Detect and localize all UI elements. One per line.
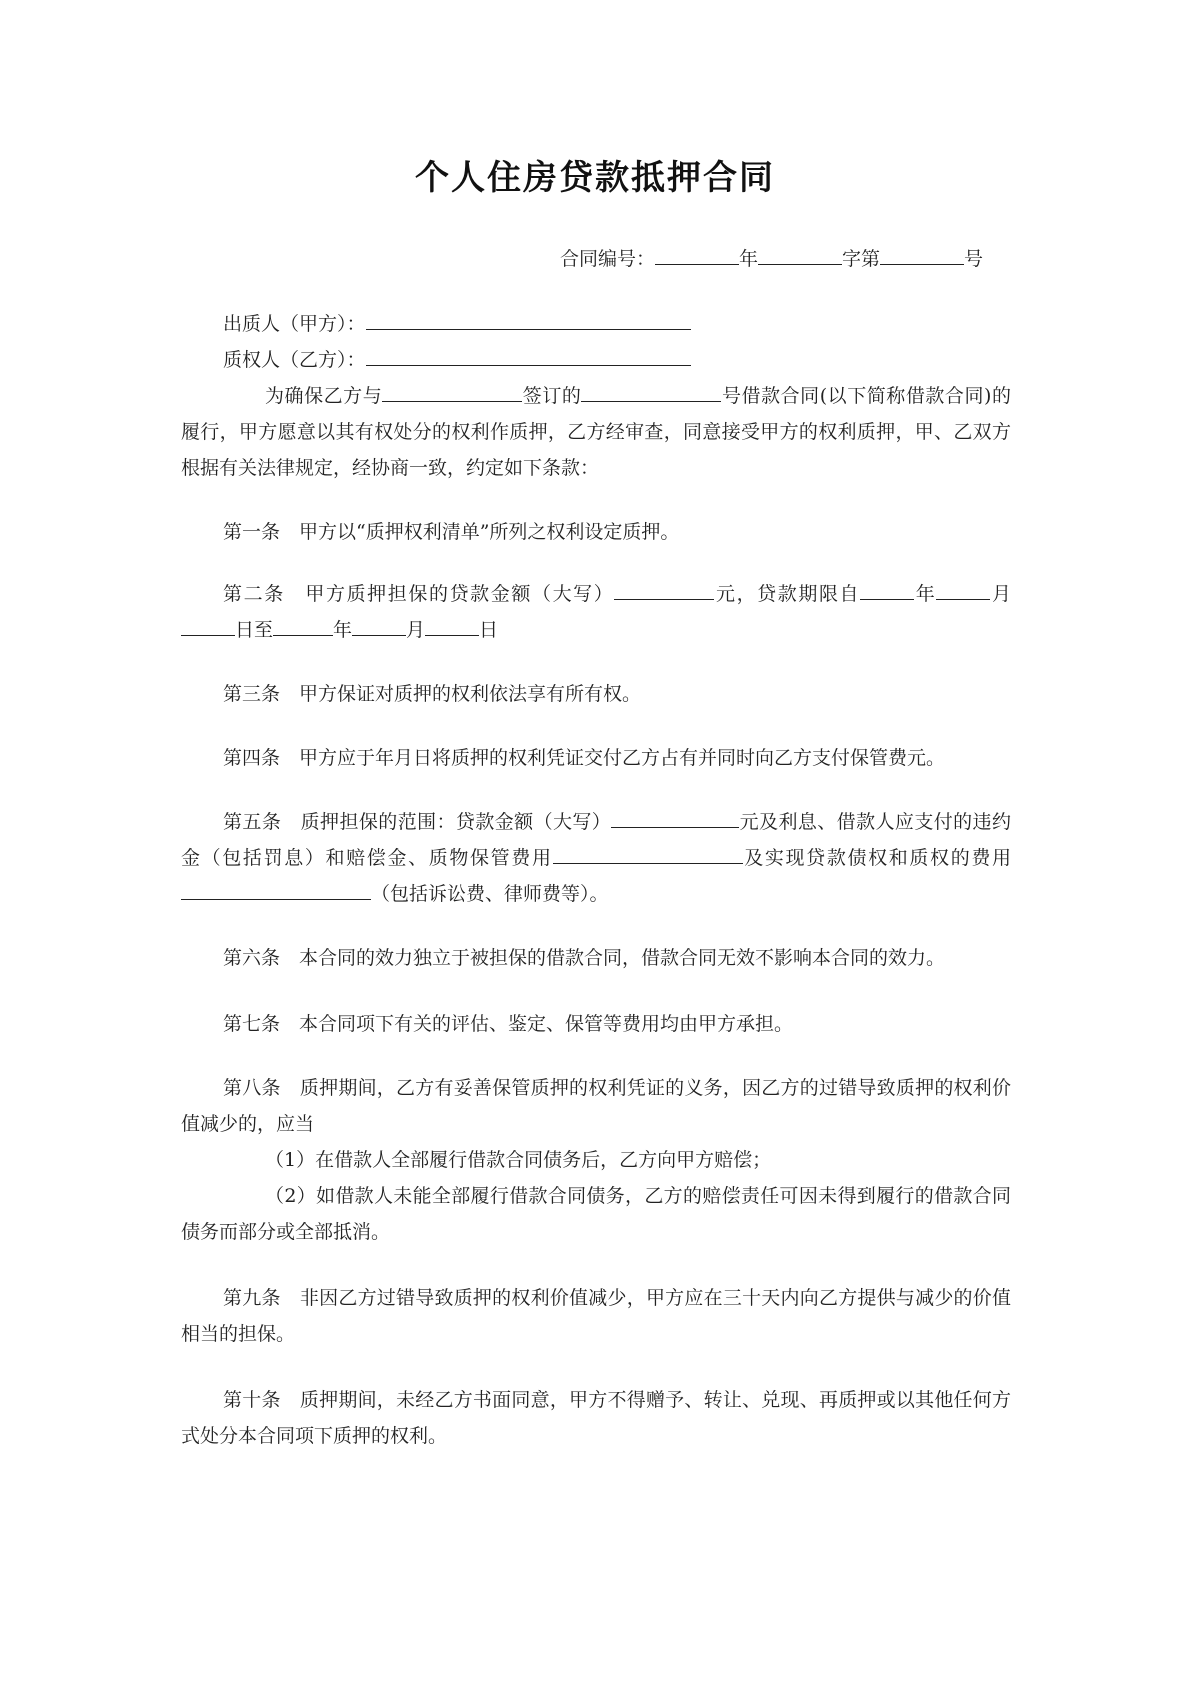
article-10: 第十条 质押期间，未经乙方书面同意，甲方不得赠予、转让、兑现、再质押或以其他任何方式处分本合同项下质押的权利。 [181,1389,1011,1447]
contract-year-label: 年 [739,248,759,270]
contract-blank-3 [880,244,964,265]
pledgee-line [223,342,691,378]
article-2-part-2: 元，贷款期限自 [714,583,861,605]
article-8-item-1: （1）在借款人全部履行借款合同债务后，乙方向甲方赔偿； [265,1149,772,1171]
preamble-part-2: 签订的 [522,385,582,407]
article-2-year: 年 [914,583,937,605]
contract-zidi-label: 字第 [842,248,881,270]
preamble-paragraph [181,378,1011,486]
article-2-amount-blank [614,579,714,600]
contract-blank-1 [655,244,739,265]
article-1: 第一条 甲方以“质押权利清单”所列之权利设定质押。 [223,521,680,543]
article-2-month: 月 [990,583,1011,605]
contract-number-label: 合同编号： [560,248,656,270]
pledgee-blank [366,345,691,366]
article-2-blank-4 [273,615,333,636]
contract-blank-2 [758,244,842,265]
article-2-blank-5 [352,615,406,636]
pledgor-line [223,306,691,342]
preamble-part-1: 为确保乙方与 [265,385,383,407]
article-3: 第三条 甲方保证对质押的权利依法享有所有权。 [223,683,642,705]
preamble-blank-2 [581,381,721,402]
article-2-blank-2 [936,579,990,600]
preamble-blank-1 [382,381,522,402]
article-5-part-1: 第五条 质押担保的范围：贷款金额（大写） [223,811,612,833]
article-4: 第四条 甲方应于年月日将质押的权利凭证交付乙方占有并同时向乙方支付保管费元。 [223,747,946,769]
article-2-blank-3 [181,615,235,636]
article-2-year-2: 年 [333,619,353,641]
article-5-part-4: （包括诉讼费、律师费等）。 [371,883,609,905]
article-2-day-2: 日 [479,619,499,641]
article-5-blank-2 [553,843,743,864]
contract-number [560,244,983,271]
article-2-blank-6 [425,615,479,636]
pledgor-label: 出质人（甲方）： [223,313,366,335]
article-5 [181,804,1011,912]
page-title: 个人住房贷款抵押合同 [415,158,775,198]
article-8-item-2: （2）如借款人未能全部履行借款合同债务，乙方的赔偿责任可因未得到履行的借款合同债务而部分或全部抵消。 [181,1185,1011,1243]
article-2-day-to: 日至 [235,619,274,641]
pledgor-blank [366,309,691,330]
article-6: 第六条 本合同的效力独立于被担保的借款合同，借款合同无效不影响本合同的效力。 [223,947,946,969]
article-5-part-2: 元及利息、借款人应支付的违约金（包括罚息）和赔偿金、质物保管费用 [181,811,1011,869]
contract-hao-label: 号 [964,248,984,270]
preamble-part-3: 号借款合同(以下简称借款合同)的履行，甲方愿意以其有权处分的权利作质押，乙方经审查，同意接受甲方的权利质押，甲、乙双方根据有关法律规定，经协商一致，约定如下条款： [181,385,1011,479]
article-9: 第九条 非因乙方过错导致质押的权利价值减少，甲方应在三十天内向乙方提供与减少的价值相当的担保。 [181,1287,1011,1345]
article-7: 第七条 本合同项下有关的评估、鉴定、保管等费用均由甲方承担。 [223,1013,794,1035]
article-5-blank-1 [611,807,739,828]
article-2-part-1: 第二条 甲方质押担保的贷款金额（大写） [223,583,615,605]
article-2-blank-1 [860,579,914,600]
article-2-month-2: 月 [406,619,426,641]
article-5-part-3: 及实现贷款债权和质权的费用 [742,847,1011,869]
pledgee-label: 质权人（乙方）： [223,349,366,371]
article-2 [181,576,1011,648]
article-8: 第八条 质押期间，乙方有妥善保管质押的权利凭证的义务，因乙方的过错导致质押的权利价值减少的，应当 [181,1077,1011,1135]
article-5-blank-3 [181,879,371,900]
